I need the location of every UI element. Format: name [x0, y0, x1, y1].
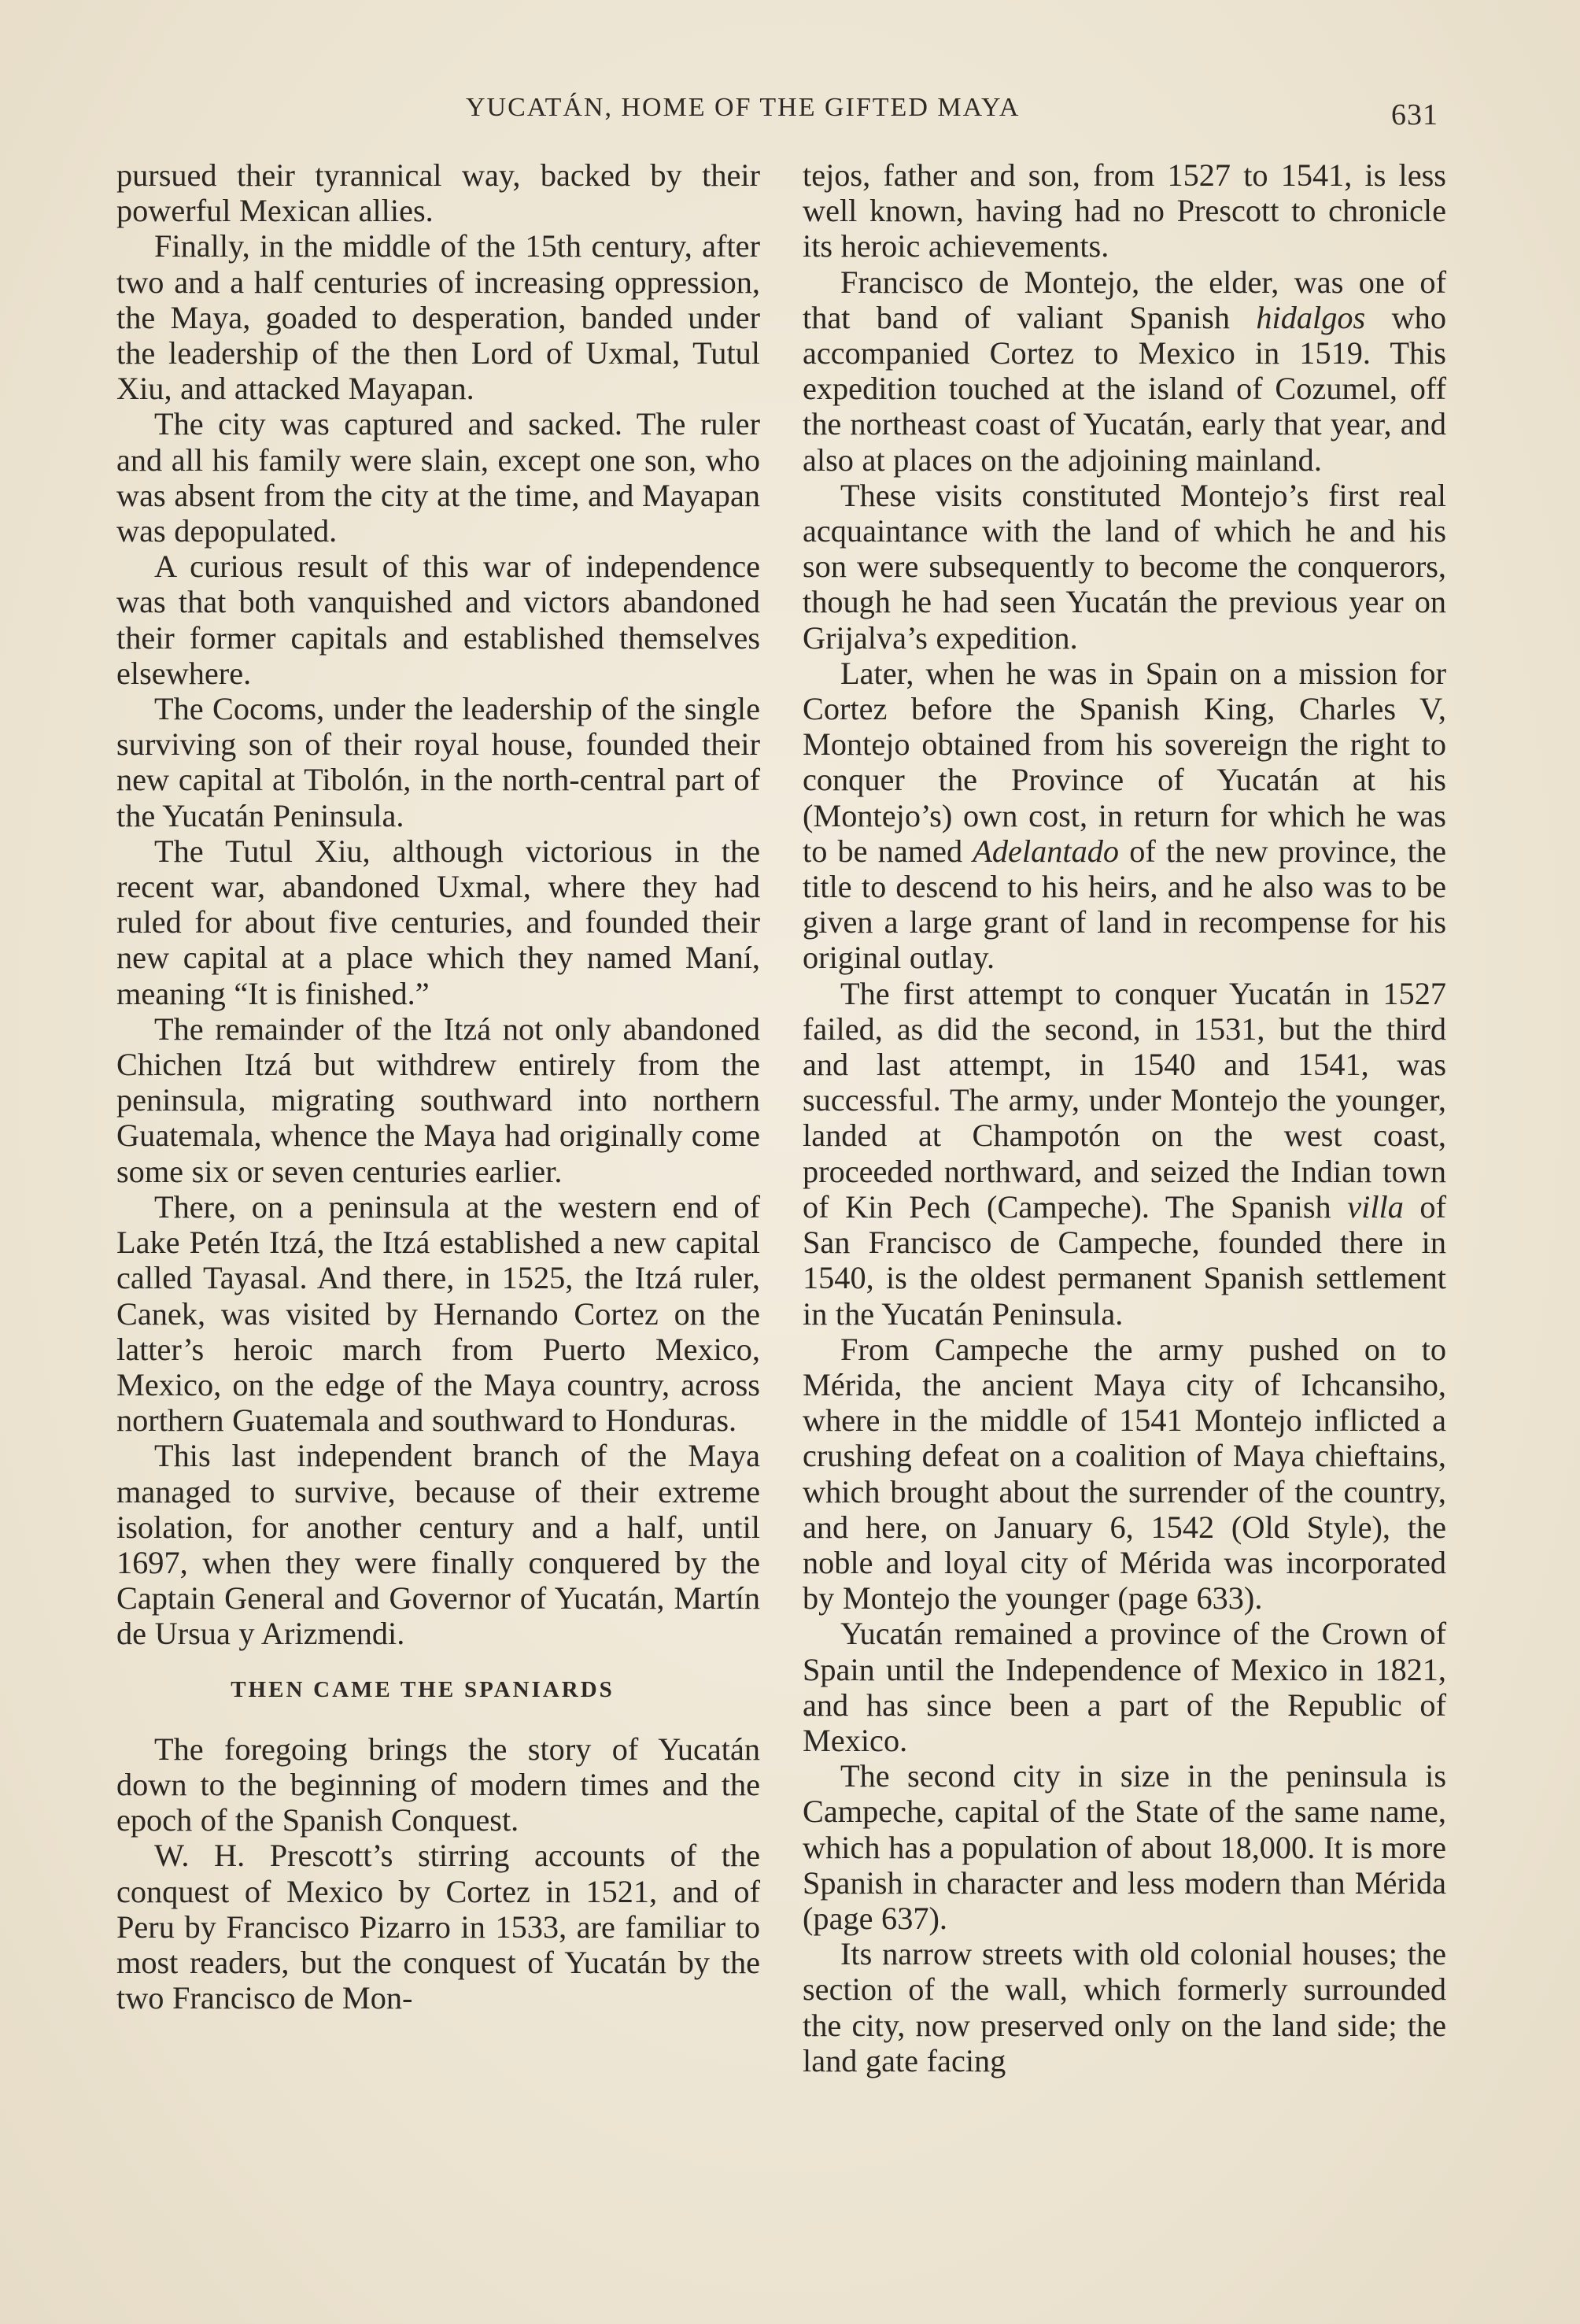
right-column	[803, 157, 1446, 2078]
paragraph	[803, 264, 1446, 478]
paragraph: tejos, father and son, from 1527 to 1541, is less well known, having had no Prescott to chronicle its heroic achievements.	[803, 157, 1446, 264]
paragraph: pursued their tyrannical way, backed by their powerful Mexican allies.	[116, 157, 760, 229]
paragraph: These visits constituted Montejo’s first real acquaintance with the land of which he and his son were subsequently to become the conquerors, though he had seen Yucatán the previous year on Grijalva’s expedition.	[803, 477, 1446, 656]
paragraph: W. H. Prescott’s stirring accounts of the conquest of Mexico by Cortez in 1521, and of Peru by Francisco Pizarro in 1533, are familiar to most readers, but the conquest of Yucatán by the two Francisco de Mon-	[116, 1838, 760, 2016]
paragraph: The second city in size in the peninsula is Campeche, capital of the State of the same name, which has a population of about 18,000. It is more Spanish in character and less modern than Mérida (page 637).	[803, 1758, 1446, 1936]
section-subheading: THEN CAME THE SPANIARDS	[231, 1676, 615, 1702]
paragraph: This last independent branch of the Maya managed to survive, because of their extreme isolation, for another century and a half, until 1697, when they were finally conquered by the Captain General and Governor of Yucatán, Martín de Ursua y Arizmendi.	[116, 1438, 760, 1652]
page-number: 631	[1391, 98, 1438, 131]
text-run: Later, when he was in Spain on a mission for Cortez before the Spanish King, Charles V, Montejo obtained from his sovereign the right to conquer the Province of Yucatán at his (Montejo’s) own cost, in return for which he was to be named	[803, 655, 1446, 869]
text-run: of San Francisco de Campeche, founded there in 1540, is the oldest permanent Spanish settlement in the Yucatán Peninsula.	[803, 1188, 1446, 1332]
paragraph: There, on a peninsula at the western end of Lake Petén Itzá, the Itzá established a new capital called Tayasal. And there, in 1525, the Itzá ruler, Canek, was visited by Hernando Cortez on the latter’s heroic march from Puerto Mexico, Mexico, on the edge of the Maya country, across northern Guatemala and southward to Honduras.	[116, 1188, 760, 1439]
paragraph: From Campeche the army pushed on to Mérida, the ancient Maya city of Ichcansiho, where in the middle of 1541 Montejo inflicted a crushing defeat on a coalition of Maya chieftains, which brought about the surrender of the country, and here, on January 6, 1542 (Old Style), the noble and loyal city of Mérida was incorporated by Montejo the younger (page 633).	[803, 1331, 1446, 1616]
paragraph: The foregoing brings the story of Yucatán down to the beginning of modern times and the epoch of the Spanish Conquest.	[116, 1731, 760, 1838]
paragraph: Its narrow streets with old colonial houses; the section of the wall, which formerly surrounded the city, now preserved only on the land side; the land gate facing	[803, 1936, 1446, 2078]
paragraph: A curious result of this war of independence was that both vanquished and victors abandoned their former capitals and established themselves elsewhere.	[116, 549, 760, 691]
text-run: of the new province, the title to descend to his heirs, and he also was to be given a large grant of land in recompense for his original outlay.	[803, 833, 1447, 976]
left-column	[116, 157, 760, 2015]
paragraph	[803, 656, 1446, 976]
paragraph: Yucatán remained a province of the Crown of Spain until the Independence of Mexico in 1821, and has since been a part of the Republic of Mexico.	[803, 1616, 1446, 1758]
italic-term: hidalgos	[1256, 299, 1366, 335]
paragraph: The remainder of the Itzá not only abandoned Chichen Itzá but withdrew entirely from the peninsula, migrating southward into northern Guatemala, whence the Maya had originally come some six or seven centuries earlier.	[116, 1011, 760, 1189]
paragraph: The city was captured and sacked. The ruler and all his family were slain, except one son, who was absent from the city at the time, and Mayapan was depopulated.	[116, 406, 760, 549]
text-run: Francisco de Montejo, the elder, was one of that band of valiant Spanish	[803, 264, 1446, 335]
italic-term: villa	[1347, 1188, 1404, 1225]
text-run: who accompanied Cortez to Mexico in 1519. This expedition touched at the island of Cozumel, off the northeast coast of Yucatán, early that year, and also at places on the adjoining mainland.	[803, 299, 1446, 478]
paragraph	[803, 976, 1446, 1332]
italic-term: Adelantado	[973, 833, 1120, 869]
text-run: The first attempt to conquer Yucatán in 1527 failed, as did the second, in 1531, but the third and last attempt, in 1540 and 1541, was successful. The army, under Montejo the younger, landed at Champotón on the west coast, proceeded northward, and seized the Indian town of Kin Pech (Campeche). The Spanish	[803, 975, 1446, 1225]
paragraph: The Tutul Xiu, although victorious in the recent war, abandoned Uxmal, where they had ruled for about five centuries, and founded their new capital at a place which they named Maní, meaning “It is finished.”	[116, 833, 760, 1011]
paragraph: Finally, in the middle of the 15th century, after two and a half centuries of increasing oppression, the Maya, goaded to desperation, banded under the leadership of the then Lord of Uxmal, Tutul Xiu, and attacked Mayapan.	[116, 228, 760, 407]
paragraph: The Cocoms, under the leadership of the single surviving son of their royal house, founded their new capital at Tibolón, in the north-central part of the Yucatán Peninsula.	[116, 691, 760, 833]
running-head: YUCATÁN, HOME OF THE GIFTED MAYA	[466, 93, 1021, 122]
